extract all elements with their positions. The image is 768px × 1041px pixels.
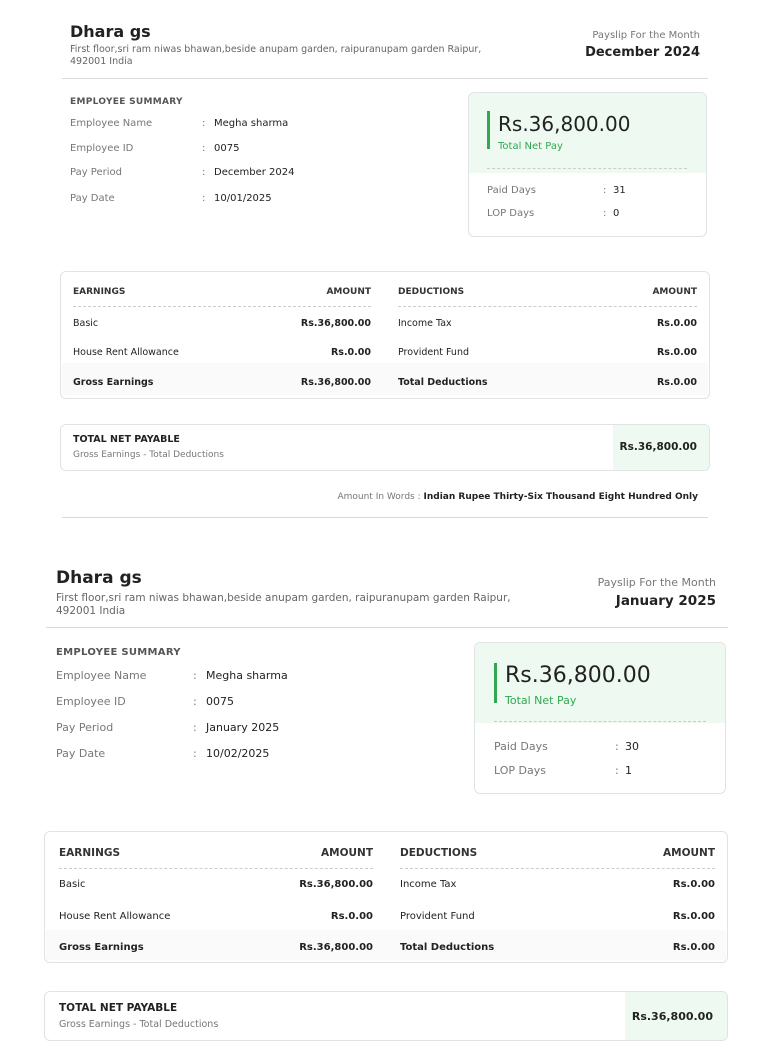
- earning-basic-amount: Rs.36,800.00: [300, 318, 371, 329]
- paid-days-label: Paid Days: [487, 185, 536, 196]
- gross-earnings-amount: Rs.36,800.00: [299, 942, 373, 953]
- total-net-payable-box: [60, 424, 710, 471]
- footer-divider: [62, 517, 708, 518]
- pay-date-label: Pay Date: [56, 747, 106, 760]
- colon: :: [193, 721, 197, 734]
- employee-name-value: Megha sharma: [206, 669, 288, 682]
- pay-date-value: 10/01/2025: [214, 193, 272, 204]
- colon: :: [615, 740, 619, 753]
- employee-summary-title: EMPLOYEE SUMMARY: [70, 97, 183, 107]
- deduction-pf-amount: Rs.0.00: [656, 347, 697, 358]
- payslip-december-2024: [70, 0, 708, 550]
- deduction-pf-amount: Rs.0.00: [672, 911, 715, 922]
- employee-id-value: 0075: [214, 143, 240, 154]
- colon: :: [202, 143, 206, 154]
- employee-name-label: Employee Name: [70, 118, 153, 129]
- employee-summary-title: EMPLOYEE SUMMARY: [56, 647, 181, 658]
- net-pay-label: Total Net Pay: [498, 141, 563, 152]
- colon: :: [202, 118, 206, 129]
- payslip-month: January 2025: [615, 593, 716, 609]
- earning-hra-label: House Rent Allowance: [73, 347, 179, 358]
- deduction-income-tax-amount: Rs.0.00: [656, 318, 697, 329]
- earnings-deductions-table: [60, 271, 710, 399]
- earnings-deductions-table: [44, 831, 728, 963]
- payslip-month: December 2024: [585, 45, 700, 60]
- paid-days-label: Paid Days: [494, 740, 548, 753]
- earning-hra-label: House Rent Allowance: [59, 911, 171, 922]
- total-net-payable-box: [44, 991, 728, 1041]
- pay-date-label: Pay Date: [70, 193, 115, 204]
- lop-days-value: 1: [625, 764, 632, 777]
- total-deductions-amount: Rs.0.00: [656, 377, 697, 388]
- accent-bar: [487, 111, 490, 149]
- payslip-label: Payslip For the Month: [597, 576, 716, 589]
- net-pay-card: [468, 92, 707, 237]
- company-address: First floor,sri ram niwas bhawan,beside anupam garden, raipuranupam garden Raipur, 492001 India: [56, 592, 511, 617]
- employee-name-value: Megha sharma: [214, 118, 289, 129]
- employee-id-value: 0075: [206, 695, 234, 708]
- payslip-label: Payslip For the Month: [592, 30, 700, 41]
- deductions-header: DEDUCTIONS: [398, 287, 465, 297]
- deductions-header-divider: [398, 306, 697, 307]
- pay-period-value: December 2024: [214, 167, 295, 178]
- employee-id-label: Employee ID: [56, 695, 126, 708]
- earning-basic-label: Basic: [73, 318, 99, 329]
- colon: :: [202, 193, 206, 204]
- payslip-january-2025: [56, 548, 728, 1030]
- accent-bar: [494, 663, 497, 703]
- card-divider: [487, 168, 687, 169]
- pay-date-value: 10/02/2025: [206, 747, 270, 760]
- paid-days-value: 31: [613, 185, 626, 196]
- pay-period-label: Pay Period: [70, 167, 122, 178]
- earnings-header-divider: [73, 306, 371, 307]
- earnings-header: EARNINGS: [59, 847, 121, 859]
- total-net-payable-subtitle: Gross Earnings - Total Deductions: [59, 1019, 219, 1030]
- amount-in-words-label: Amount In Words :: [337, 492, 421, 502]
- amount-in-words: [337, 492, 698, 502]
- card-divider: [494, 721, 706, 722]
- deduction-income-tax-label: Income Tax: [398, 318, 452, 329]
- colon: :: [193, 747, 197, 760]
- deductions-header: DEDUCTIONS: [400, 847, 478, 859]
- total-deductions-label: Total Deductions: [400, 942, 495, 953]
- total-net-payable-title: TOTAL NET PAYABLE: [73, 434, 180, 445]
- total-net-payable-amount: Rs.36,800.00: [619, 441, 697, 453]
- net-pay-label: Total Net Pay: [505, 694, 577, 707]
- deductions-header-divider: [400, 868, 715, 869]
- lop-days-value: 0: [613, 208, 620, 219]
- net-pay-amount: Rs.36,800.00: [498, 112, 631, 136]
- total-deductions-amount: Rs.0.00: [672, 942, 715, 953]
- employee-name-label: Employee Name: [56, 669, 147, 682]
- total-net-payable-amount: Rs.36,800.00: [631, 1010, 713, 1023]
- earnings-header-divider: [59, 868, 373, 869]
- earning-basic-amount: Rs.36,800.00: [299, 879, 373, 890]
- amount-in-words-value: Indian Rupee Thirty-Six Thousand Eight Hundred Only: [423, 492, 698, 502]
- colon: :: [615, 764, 619, 777]
- total-net-payable-title: TOTAL NET PAYABLE: [59, 1002, 178, 1014]
- header-divider: [62, 78, 708, 79]
- colon: :: [603, 185, 607, 196]
- earnings-amount-header: AMOUNT: [326, 287, 371, 297]
- company-name: Dhara gs: [70, 22, 151, 41]
- pay-period-label: Pay Period: [56, 721, 114, 734]
- gross-earnings-amount: Rs.36,800.00: [300, 377, 371, 388]
- colon: :: [603, 208, 607, 219]
- total-net-payable-subtitle: Gross Earnings - Total Deductions: [73, 450, 224, 460]
- lop-days-label: LOP Days: [494, 764, 546, 777]
- net-pay-card: [474, 642, 726, 794]
- earning-hra-amount: Rs.0.00: [330, 347, 371, 358]
- pay-period-value: January 2025: [206, 721, 280, 734]
- lop-days-label: LOP Days: [487, 208, 535, 219]
- total-deductions-label: Total Deductions: [398, 377, 488, 388]
- deductions-amount-header: AMOUNT: [652, 287, 697, 297]
- gross-earnings-label: Gross Earnings: [73, 377, 154, 388]
- deduction-income-tax-amount: Rs.0.00: [672, 879, 715, 890]
- header-divider: [46, 627, 728, 628]
- company-address: First floor,sri ram niwas bhawan,beside anupam garden, raipuranupam garden Raipur, 492001 India: [70, 44, 482, 67]
- earnings-amount-header: AMOUNT: [321, 847, 373, 859]
- deduction-pf-label: Provident Fund: [398, 347, 469, 358]
- gross-earnings-label: Gross Earnings: [59, 942, 144, 953]
- colon: :: [193, 695, 197, 708]
- company-name: Dhara gs: [56, 568, 142, 588]
- colon: :: [193, 669, 197, 682]
- earning-basic-label: Basic: [59, 879, 86, 890]
- net-pay-amount: Rs.36,800.00: [505, 663, 651, 688]
- deductions-amount-header: AMOUNT: [663, 847, 715, 859]
- deduction-pf-label: Provident Fund: [400, 911, 475, 922]
- earnings-header: EARNINGS: [73, 287, 126, 297]
- earning-hra-amount: Rs.0.00: [330, 911, 373, 922]
- paid-days-value: 30: [625, 740, 639, 753]
- employee-id-label: Employee ID: [70, 143, 134, 154]
- colon: :: [202, 167, 206, 178]
- deduction-income-tax-label: Income Tax: [400, 879, 457, 890]
